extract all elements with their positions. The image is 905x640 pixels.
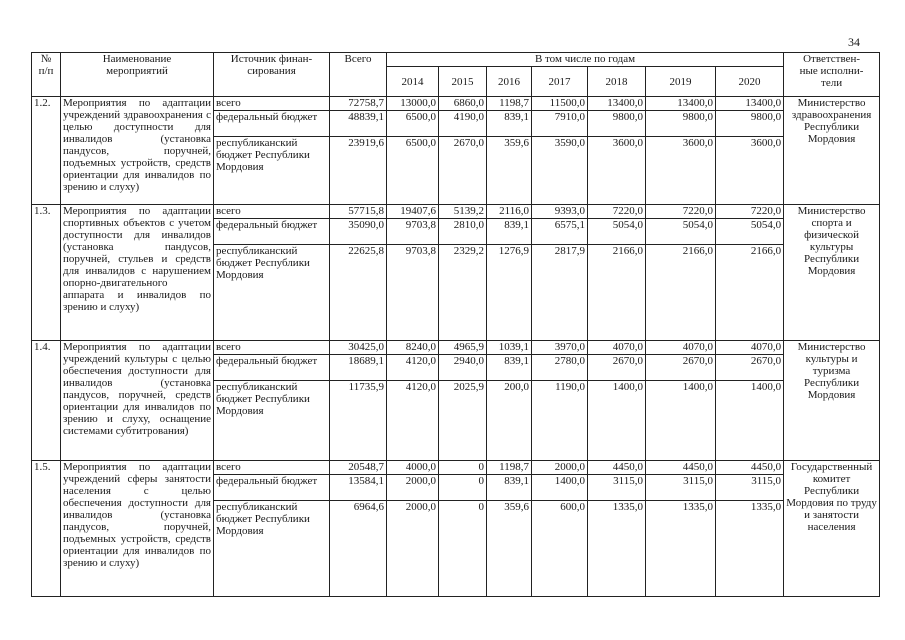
year-value: 2000,0 <box>532 461 588 475</box>
total-value: 22625,8 <box>330 245 387 341</box>
header-year: 2015 <box>439 67 487 97</box>
year-value: 0 <box>439 501 487 597</box>
item-number: 1.5. <box>32 461 61 597</box>
year-value: 1276,9 <box>487 245 532 341</box>
year-value: 200,0 <box>487 381 532 461</box>
year-value: 4190,0 <box>439 111 487 137</box>
year-value: 2166,0 <box>646 245 716 341</box>
item-number: 1.4. <box>32 341 61 461</box>
funding-source: всего <box>214 461 330 475</box>
funding-source: республиканский бюджет Республики Мордовия <box>214 137 330 205</box>
year-value: 1198,7 <box>487 97 532 111</box>
year-value: 839,1 <box>487 475 532 501</box>
header-row <box>32 53 880 67</box>
table-row <box>32 341 880 355</box>
funding-source: всего <box>214 97 330 111</box>
responsible-executor: Министерство культуры и туризма Республики Мордовия <box>784 341 880 461</box>
table-row <box>32 461 880 475</box>
year-value: 1400,0 <box>716 381 784 461</box>
year-value: 6500,0 <box>387 137 439 205</box>
year-value: 2670,0 <box>439 137 487 205</box>
year-value: 4070,0 <box>646 341 716 355</box>
year-value: 1400,0 <box>646 381 716 461</box>
year-value: 2670,0 <box>588 355 646 381</box>
year-value: 6575,1 <box>532 219 588 245</box>
year-value: 1198,7 <box>487 461 532 475</box>
funding-source: федеральный бюджет <box>214 219 330 245</box>
funding-source: всего <box>214 205 330 219</box>
funding-source: федеральный бюджет <box>214 355 330 381</box>
year-value: 2000,0 <box>387 501 439 597</box>
year-value: 4450,0 <box>588 461 646 475</box>
year-value: 13400,0 <box>716 97 784 111</box>
year-value: 9800,0 <box>716 111 784 137</box>
total-value: 11735,9 <box>330 381 387 461</box>
year-value: 1400,0 <box>588 381 646 461</box>
budget-table <box>31 52 880 597</box>
year-value: 7220,0 <box>646 205 716 219</box>
header-total: Всего <box>330 53 387 97</box>
year-value: 600,0 <box>532 501 588 597</box>
item-number: 1.3. <box>32 205 61 341</box>
total-value: 20548,7 <box>330 461 387 475</box>
year-value: 839,1 <box>487 219 532 245</box>
header-source: Источник финан- сирования <box>214 53 330 97</box>
year-value: 839,1 <box>487 111 532 137</box>
table-row <box>32 97 880 111</box>
funding-source: республиканский бюджет Республики Мордовия <box>214 381 330 461</box>
year-value: 3115,0 <box>588 475 646 501</box>
year-value: 3600,0 <box>646 137 716 205</box>
year-value: 359,6 <box>487 501 532 597</box>
header-year: 2014 <box>387 67 439 97</box>
year-value: 2780,0 <box>532 355 588 381</box>
table-row <box>32 205 880 219</box>
year-value: 5054,0 <box>716 219 784 245</box>
year-value: 2940,0 <box>439 355 487 381</box>
item-name: Мероприятия по адаптации спортивных объектов с учетом доступности для инвалидов (установка пандусов, поручней, стульев и средств для инвалидов с нарушением опорно-двигательного аппарата и инвалидов по зрению и слуху) <box>61 205 214 341</box>
year-value: 0 <box>439 461 487 475</box>
year-value: 9393,0 <box>532 205 588 219</box>
year-value: 2166,0 <box>588 245 646 341</box>
year-value: 1335,0 <box>646 501 716 597</box>
year-value: 11500,0 <box>532 97 588 111</box>
year-value: 2670,0 <box>716 355 784 381</box>
year-value: 5054,0 <box>588 219 646 245</box>
year-value: 6500,0 <box>387 111 439 137</box>
year-value: 1039,1 <box>487 341 532 355</box>
year-value: 2817,9 <box>532 245 588 341</box>
year-value: 19407,6 <box>387 205 439 219</box>
year-value: 3600,0 <box>588 137 646 205</box>
year-value: 3115,0 <box>716 475 784 501</box>
year-value: 6860,0 <box>439 97 487 111</box>
year-value: 3600,0 <box>716 137 784 205</box>
responsible-executor: Министерство здравоохранения Республики Мордовия <box>784 97 880 205</box>
year-value: 4120,0 <box>387 381 439 461</box>
header-year: 2017 <box>532 67 588 97</box>
header-years-group: В том числе по годам <box>387 53 784 67</box>
year-value: 5054,0 <box>646 219 716 245</box>
year-value: 4070,0 <box>716 341 784 355</box>
funding-source: федеральный бюджет <box>214 475 330 501</box>
header-name: Наименование мероприятий <box>61 53 214 97</box>
year-value: 4000,0 <box>387 461 439 475</box>
year-value: 4450,0 <box>716 461 784 475</box>
year-value: 4450,0 <box>646 461 716 475</box>
total-value: 57715,8 <box>330 205 387 219</box>
year-value: 1335,0 <box>588 501 646 597</box>
header-responsible: Ответствен- ные исполни- тели <box>784 53 880 97</box>
year-value: 1400,0 <box>532 475 588 501</box>
total-value: 6964,6 <box>330 501 387 597</box>
year-value: 5139,2 <box>439 205 487 219</box>
total-value: 72758,7 <box>330 97 387 111</box>
total-value: 30425,0 <box>330 341 387 355</box>
year-value: 8240,0 <box>387 341 439 355</box>
total-value: 48839,1 <box>330 111 387 137</box>
year-value: 4965,9 <box>439 341 487 355</box>
year-value: 13000,0 <box>387 97 439 111</box>
total-value: 13584,1 <box>330 475 387 501</box>
funding-source: республиканский бюджет Республики Мордовия <box>214 245 330 341</box>
year-value: 3970,0 <box>532 341 588 355</box>
year-value: 13400,0 <box>646 97 716 111</box>
responsible-executor: Министерство спорта и физической культуры Республики Мордовия <box>784 205 880 341</box>
year-value: 2000,0 <box>387 475 439 501</box>
year-value: 3115,0 <box>646 475 716 501</box>
item-name: Мероприятия по адаптации учреждений здравоохранения с целью доступности для инвалидов (установка пандусов, поручней, подъемных устройств, средств ориентации для инвалидов по зрению и слуху) <box>61 97 214 205</box>
header-no: № п/п <box>32 53 61 97</box>
year-value: 1335,0 <box>716 501 784 597</box>
year-value: 2025,9 <box>439 381 487 461</box>
year-value: 2810,0 <box>439 219 487 245</box>
header-year: 2019 <box>646 67 716 97</box>
responsible-executor: Государственный комитет Республики Мордовия по труду и занятости населения <box>784 461 880 597</box>
total-value: 18689,1 <box>330 355 387 381</box>
year-value: 3590,0 <box>532 137 588 205</box>
year-value: 2166,0 <box>716 245 784 341</box>
year-value: 4120,0 <box>387 355 439 381</box>
header-year: 2018 <box>588 67 646 97</box>
year-value: 2116,0 <box>487 205 532 219</box>
year-value: 9800,0 <box>588 111 646 137</box>
year-value: 7220,0 <box>716 205 784 219</box>
total-value: 23919,6 <box>330 137 387 205</box>
page-number: 34 <box>848 35 860 49</box>
header-year: 2020 <box>716 67 784 97</box>
item-number: 1.2. <box>32 97 61 205</box>
item-name: Мероприятия по адаптации учреждений культуры с целью обеспечения доступности для инвалидов (установка пандусов, поручней, средств ориентации для инвалидов по зрению и слуху, оснащение системами субтитрования) <box>61 341 214 461</box>
year-value: 0 <box>439 475 487 501</box>
funding-source: всего <box>214 341 330 355</box>
year-value: 2670,0 <box>646 355 716 381</box>
year-value: 4070,0 <box>588 341 646 355</box>
funding-source: республиканский бюджет Республики Мордовия <box>214 501 330 597</box>
year-value: 839,1 <box>487 355 532 381</box>
year-value: 9703,8 <box>387 245 439 341</box>
year-value: 7910,0 <box>532 111 588 137</box>
year-value: 9703,8 <box>387 219 439 245</box>
funding-source: федеральный бюджет <box>214 111 330 137</box>
year-value: 2329,2 <box>439 245 487 341</box>
year-value: 1190,0 <box>532 381 588 461</box>
header-year: 2016 <box>487 67 532 97</box>
total-value: 35090,0 <box>330 219 387 245</box>
year-value: 13400,0 <box>588 97 646 111</box>
year-value: 359,6 <box>487 137 532 205</box>
year-value: 9800,0 <box>646 111 716 137</box>
year-value: 7220,0 <box>588 205 646 219</box>
item-name: Мероприятия по адаптации учреждений сферы занятости населения с целью обеспечения доступности для инвалидов (установка пандусов, поручней, подъемных устройств, средств ориентации для инвалидов по зрению и слуху) <box>61 461 214 597</box>
